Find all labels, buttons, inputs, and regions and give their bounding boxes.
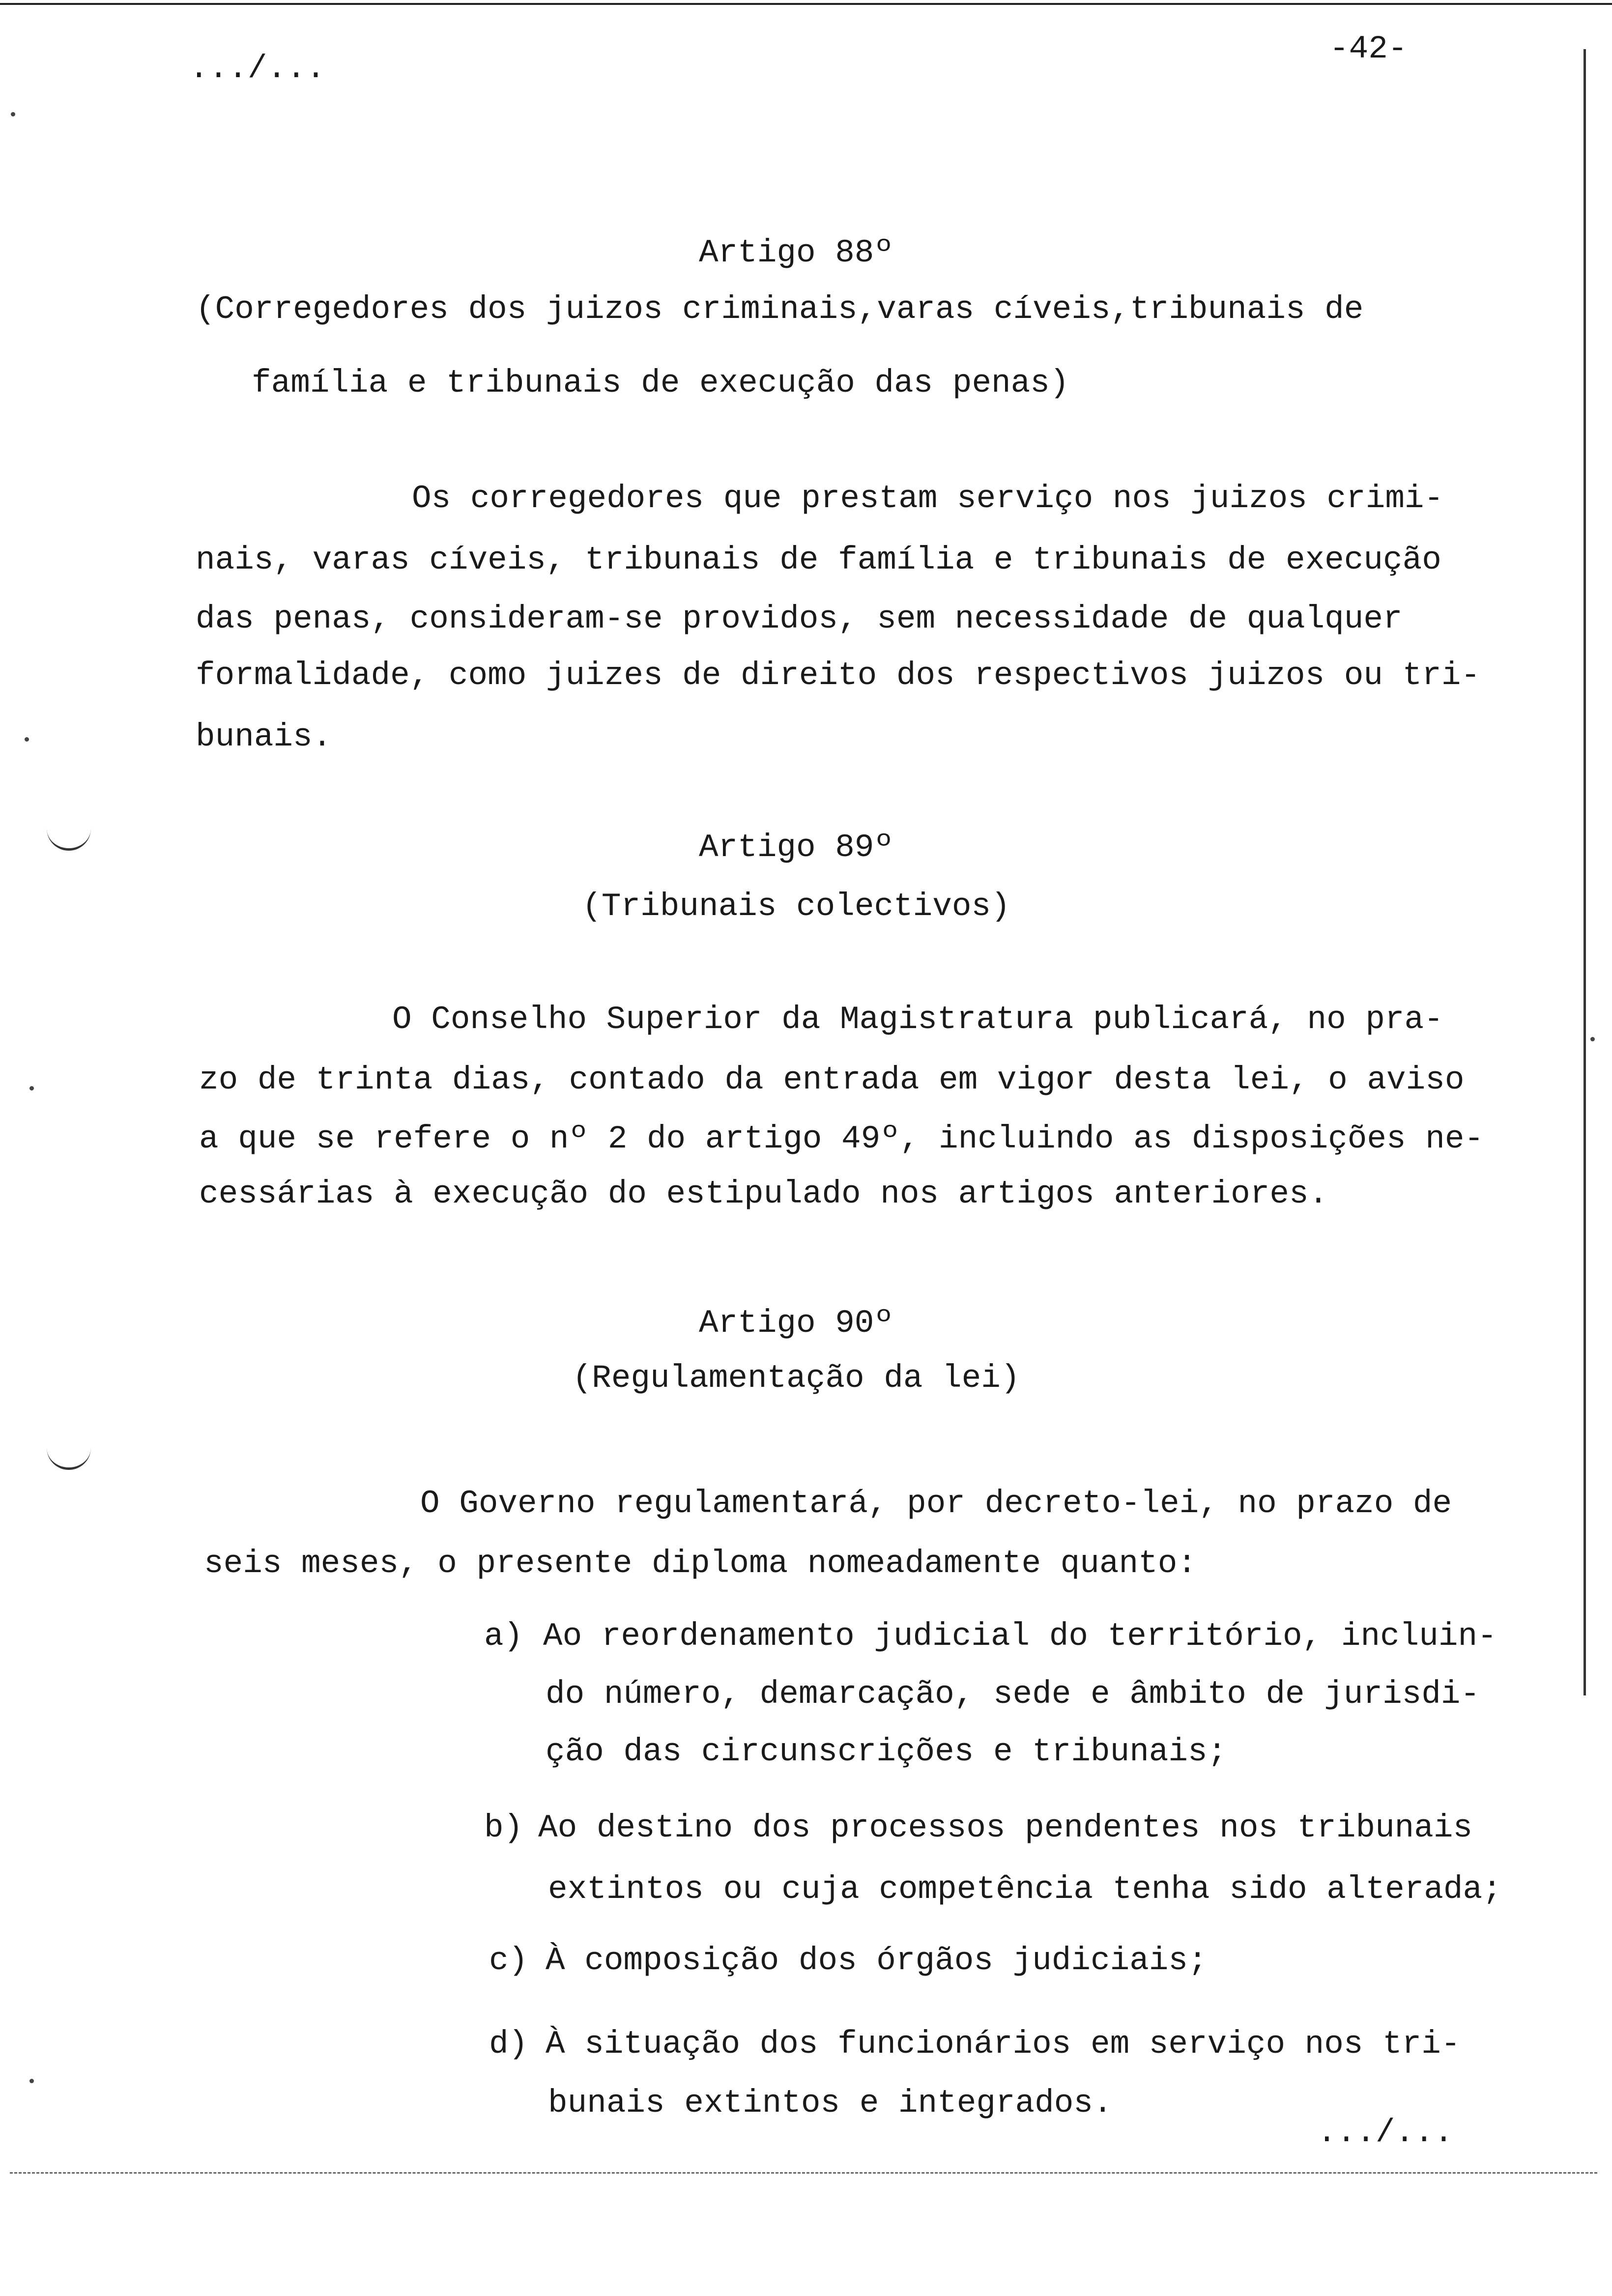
list-item-marker: d) [489, 2026, 528, 2063]
margin-speck [1590, 1037, 1595, 1041]
list-item-line: bunais extintos e integrados. [548, 2085, 1113, 2122]
list-item-line: Ao destino dos processos pendentes nos tribunais [538, 1809, 1473, 1846]
top-edge-line [0, 3, 1612, 5]
margin-speck [29, 1086, 34, 1091]
article-88-paragraph-line: formalidade, como juizes de direito dos respectivos juizos ou tri- [196, 657, 1481, 694]
article-90-title: Artigo 90º [698, 1305, 894, 1342]
margin-speck [29, 2079, 34, 2083]
list-item-marker: a) [484, 1618, 523, 1655]
article-89-paragraph-line: zo de trinta dias, contado da entrada em vigor desta lei, o aviso [199, 1062, 1465, 1098]
article-90-paragraph-line: seis meses, o presente diploma nomeadamente quanto: [204, 1545, 1197, 1582]
binding-hole-mark [47, 1445, 91, 1470]
continuation-mark-top: .../... [189, 50, 326, 87]
margin-speck [11, 112, 15, 116]
list-item-line: À situação dos funcionários em serviço nos tri- [546, 2026, 1461, 2063]
continuation-mark-bottom: .../... [1317, 2114, 1454, 2151]
article-90-paragraph-line: O Governo regulamentará, por decreto-lei, no prazo de [420, 1485, 1452, 1522]
article-88-paragraph-line: das penas, consideram-se providos, sem necessidade de qualquer [196, 601, 1403, 637]
article-88-paragraph-line: nais, varas cíveis, tribunais de família e tribunais de execução [196, 542, 1441, 578]
list-item-line: extintos ou cuja competência tenha sido alterada; [548, 1871, 1502, 1908]
article-88-subtitle-line1: (Corregedores dos juizos criminais,varas cíveis,tribunais de [196, 291, 1364, 328]
article-89-paragraph-line: O Conselho Superior da Magistratura publicará, no pra- [392, 1001, 1443, 1038]
article-89-paragraph-line: a que se refere o nº 2 do artigo 49º, incluindo as disposições ne- [199, 1120, 1484, 1157]
list-item-line: Ao reordenamento judicial do território, incluin- [543, 1618, 1497, 1655]
page-number: -42- [1329, 30, 1408, 67]
list-item-line: À composição dos órgãos judiciais; [546, 1942, 1208, 1979]
bottom-edge-line [10, 2172, 1597, 2174]
article-88-paragraph-line: bunais. [196, 718, 332, 755]
article-89-subtitle: (Tribunais colectivos) [582, 888, 1010, 925]
margin-speck [25, 737, 29, 742]
binding-hole-mark [47, 826, 91, 851]
list-item-marker: c) [489, 1942, 528, 1979]
right-margin-line [1583, 49, 1586, 1695]
article-88-title: Artigo 88º [698, 234, 894, 271]
article-90-subtitle: (Regulamentação da lei) [572, 1360, 1020, 1397]
article-88-paragraph-line: Os corregedores que prestam serviço nos juizos crimi- [412, 480, 1444, 517]
list-item-line: do número, demarcação, sede e âmbito de jurisdi- [546, 1676, 1480, 1713]
list-item-marker: b) [484, 1809, 523, 1846]
article-89-title: Artigo 89º [698, 829, 894, 866]
article-88-subtitle-line2: família e tribunais de execução das penas) [252, 365, 1069, 402]
article-89-paragraph-line: cessárias à execução do estipulado nos artigos anteriores. [199, 1176, 1328, 1212]
list-item-line: ção das circunscrições e tribunais; [546, 1733, 1227, 1770]
